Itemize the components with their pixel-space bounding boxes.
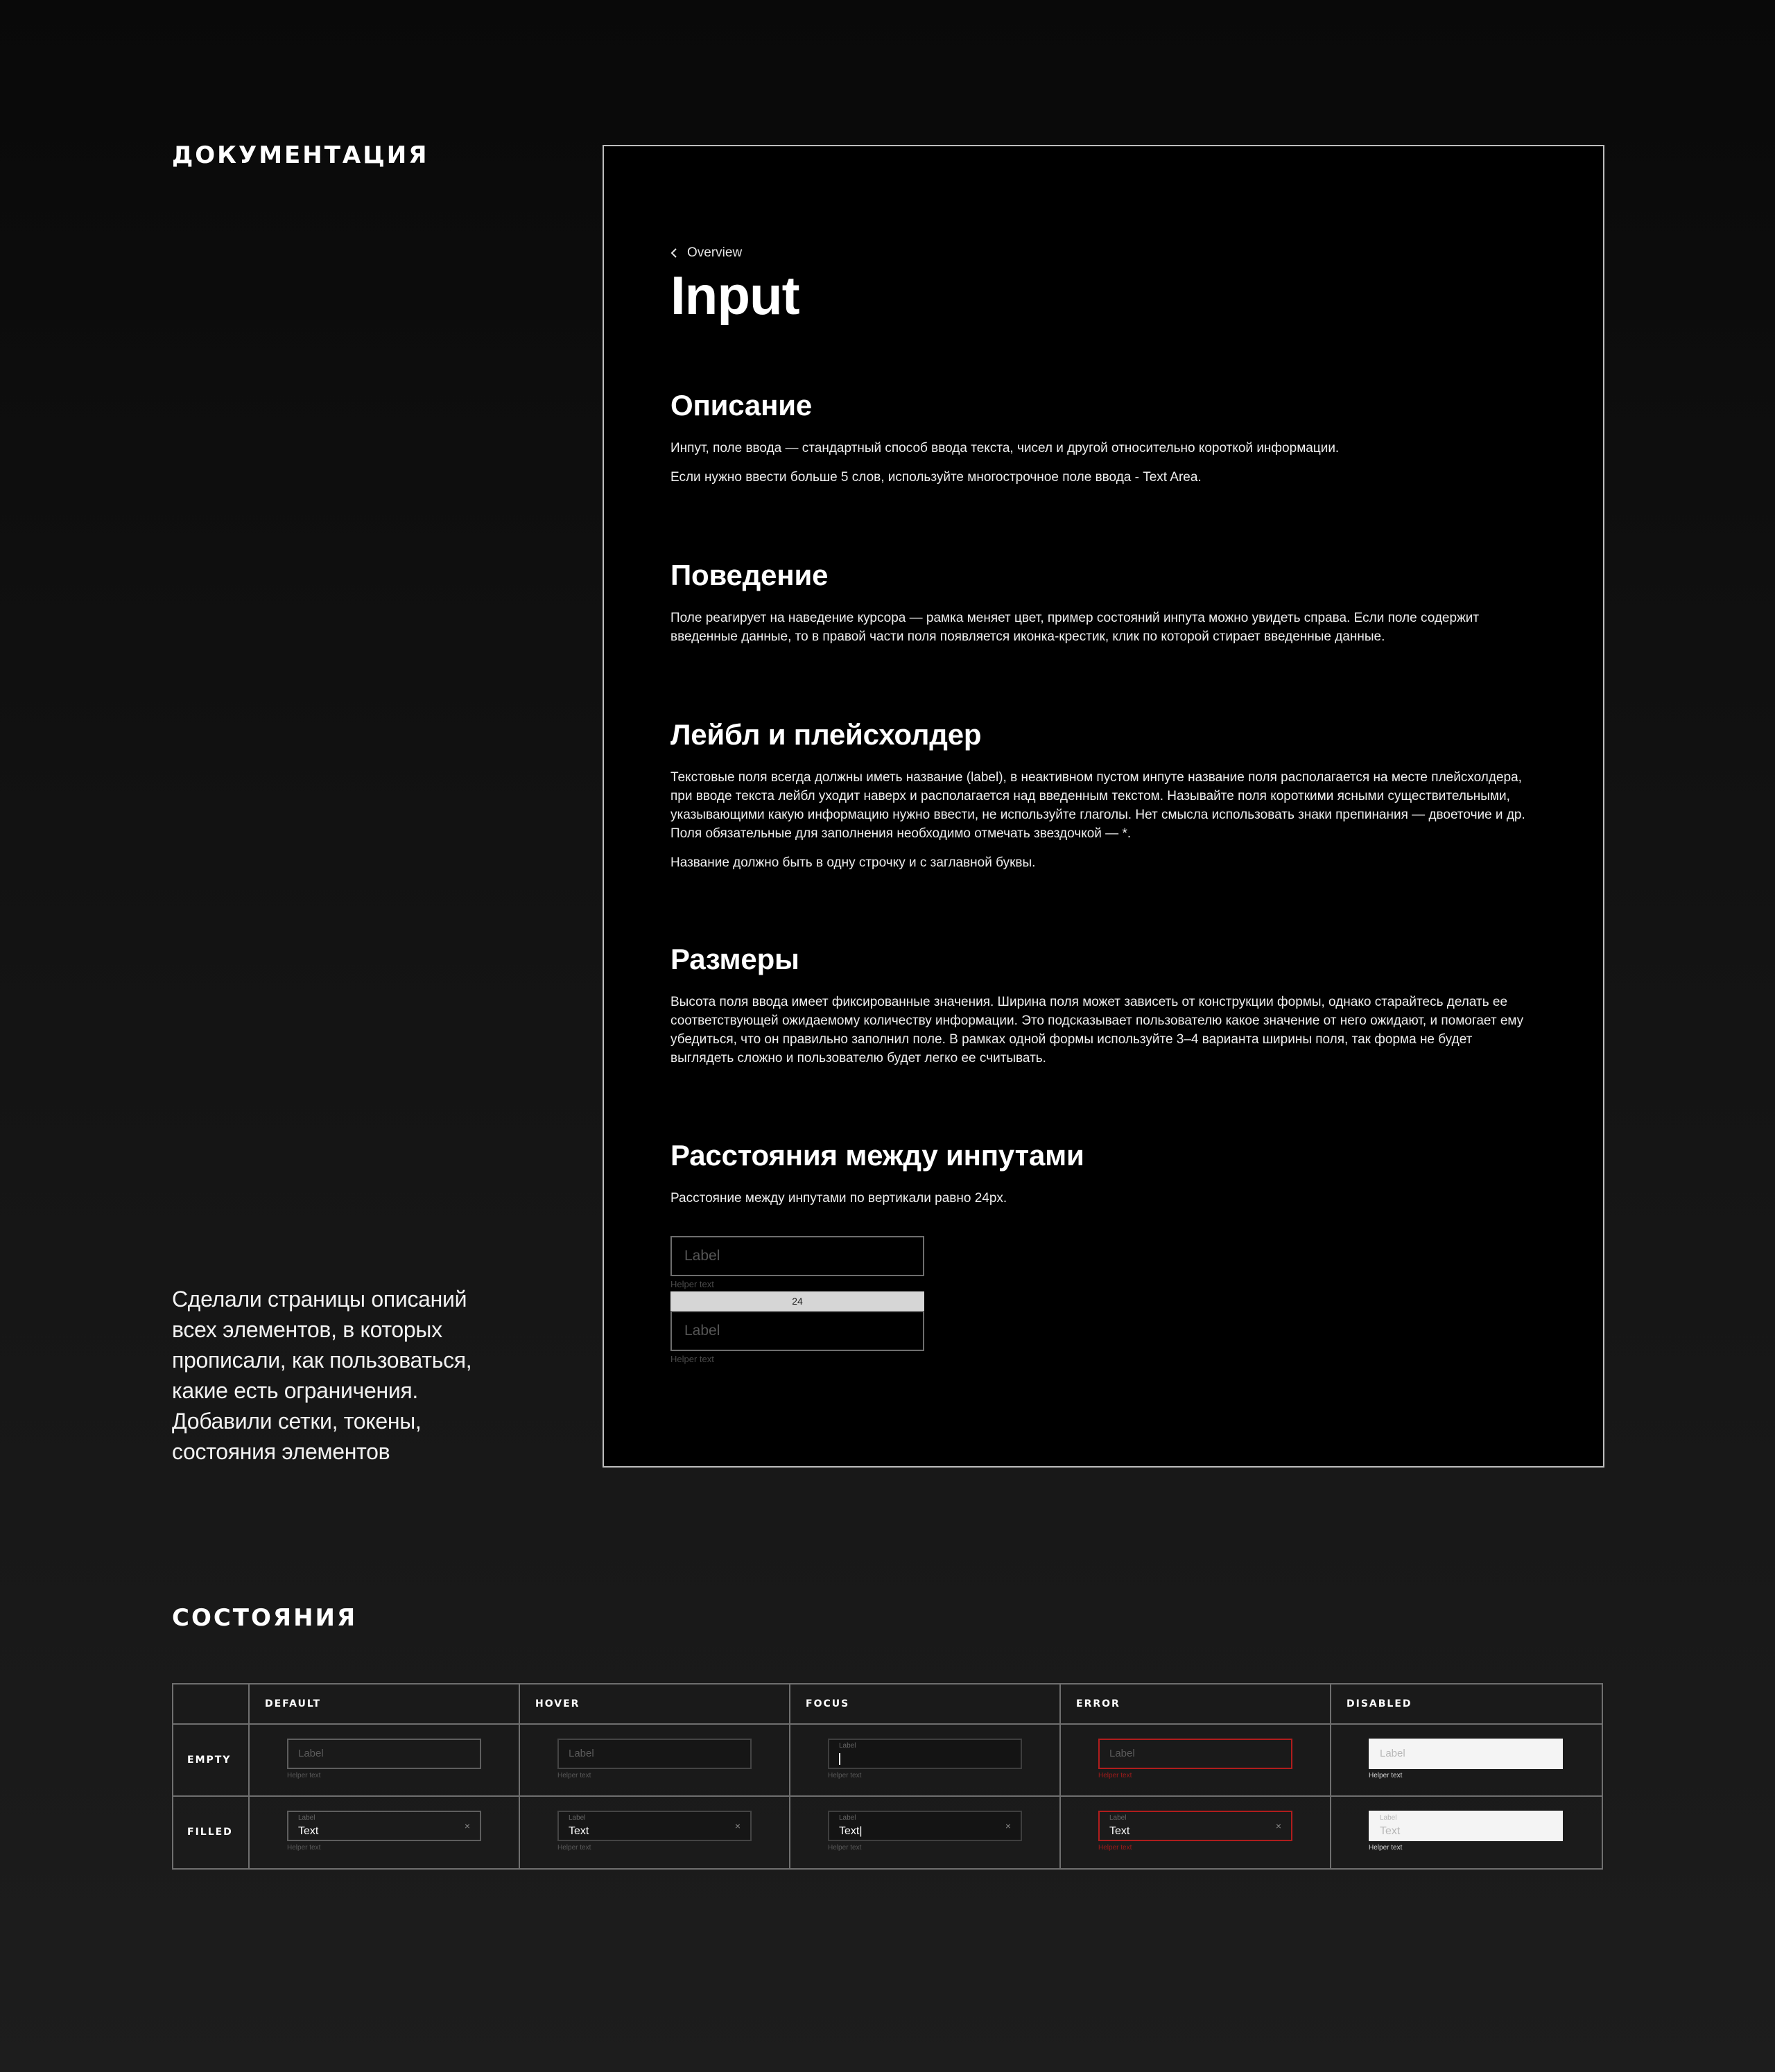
- input-label: Label: [298, 1813, 315, 1822]
- side-note-line: Добавили сетки, токены,: [172, 1409, 422, 1434]
- clear-icon[interactable]: ×: [464, 1820, 470, 1831]
- input-hover-empty[interactable]: [557, 1739, 752, 1769]
- documentation-section-title: ДОКУМЕНТАЦИЯ: [172, 141, 429, 169]
- helper-text: Helper text: [828, 1843, 862, 1852]
- demo-input-field[interactable]: [670, 1311, 924, 1351]
- section-paragraph: Поле реагирует на наведение курсора — рамка меняет цвет, пример состояний инпута можно увидеть справа. Если поле содержит введенные данные, то в правой части поля появляется иконка-крестик, клик по которой стирает введенные данные.: [670, 611, 1480, 644]
- state-cell-hover-filled: [520, 1797, 790, 1869]
- helper-text-error: Helper text: [1098, 1772, 1132, 1779]
- clear-icon[interactable]: ×: [1275, 1820, 1281, 1831]
- input-placeholder: Label: [569, 1748, 594, 1759]
- section-behavior: [670, 557, 1537, 646]
- input-focus-empty[interactable]: [828, 1739, 1022, 1769]
- section-paragraph: Название должно быть в одну строчку и с заглавной буквы.: [670, 855, 1036, 870]
- helper-text-error: Helper text: [1098, 1843, 1132, 1852]
- input-placeholder: Label: [684, 1248, 720, 1264]
- section-heading: Лейбл и плейсхолдер: [670, 718, 982, 751]
- input-disabled-empty: [1369, 1739, 1563, 1769]
- section-description: [670, 388, 1537, 487]
- states-table: [172, 1683, 1603, 1870]
- documentation-side-note: [172, 1284, 532, 1467]
- helper-text: Helper text: [1369, 1843, 1403, 1852]
- state-cell-default-filled: [250, 1797, 520, 1869]
- input-placeholder: Label: [1380, 1748, 1405, 1759]
- input-label: Label: [1109, 1813, 1127, 1822]
- table-corner-cell: [173, 1684, 250, 1725]
- side-note-line: всех элементов, в которых: [172, 1317, 442, 1342]
- section-spacing: [670, 1138, 1537, 1208]
- row-header-empty: EMPTY: [173, 1725, 250, 1797]
- breadcrumb[interactable]: [670, 243, 1537, 263]
- doc-content: [670, 243, 1537, 1364]
- spacing-demo: [670, 1236, 924, 1365]
- input-value: Text|: [839, 1825, 863, 1837]
- side-note-line: Сделали страницы описаний: [172, 1287, 467, 1312]
- helper-text: Helper text: [828, 1772, 862, 1779]
- input-label: Label: [1380, 1813, 1397, 1822]
- input-focus-filled[interactable]: [828, 1811, 1022, 1841]
- input-placeholder: Label: [1109, 1748, 1135, 1759]
- chevron-left-icon: [670, 247, 677, 259]
- input-disabled-filled: [1369, 1811, 1563, 1841]
- helper-text: Helper text: [670, 1279, 714, 1289]
- breadcrumb-link-overview[interactable]: Overview: [687, 245, 743, 260]
- text-caret: [839, 1753, 840, 1765]
- state-cell-disabled-empty: [1331, 1725, 1602, 1797]
- section-sizes: [670, 941, 1537, 1068]
- column-header-hover: HOVER: [520, 1684, 790, 1725]
- column-header-error: ERROR: [1061, 1684, 1331, 1725]
- input-error-filled[interactable]: [1098, 1811, 1292, 1841]
- section-heading: Расстояния между инпутами: [670, 1139, 1084, 1172]
- state-cell-error-empty: [1061, 1725, 1331, 1797]
- column-header-disabled: DISABLED: [1331, 1684, 1602, 1725]
- section-paragraph: Текстовые поля всегда должны иметь название (label), в неактивном пустом инпуте название поля располагается на месте плейсхолдера, при вводе текста лейбл уходит наверх и располагается над введенным текстом. Называйте поля короткими ясными существительными, указывающими какую информацию нужно ввести, не используйте глаголы. Нет смысла использовать знаки препинания — двоеточие и др. Поля обязательные для заполнения необходимо отмечать звездочкой — *.: [670, 770, 1525, 841]
- helper-text: Helper text: [1369, 1772, 1403, 1779]
- helper-text: Helper text: [287, 1772, 321, 1779]
- section-paragraph: Если нужно ввести больше 5 слов, используйте многострочное поле ввода - Text Area.: [670, 470, 1202, 485]
- helper-text: Helper text: [287, 1843, 321, 1852]
- column-header-focus: FOCUS: [790, 1684, 1061, 1725]
- input-label: Label: [569, 1813, 586, 1822]
- state-cell-disabled-filled: [1331, 1797, 1602, 1869]
- section-heading: Описание: [670, 389, 813, 421]
- states-section-title: СОСТОЯНИЯ: [172, 1604, 358, 1632]
- helper-text: Helper text: [557, 1772, 591, 1779]
- documentation-page-preview: [603, 145, 1604, 1468]
- column-header-default: DEFAULT: [250, 1684, 520, 1725]
- section-paragraph: Расстояние между инпутами по вертикали равно 24px.: [670, 1191, 1007, 1205]
- clear-icon[interactable]: ×: [734, 1820, 741, 1831]
- section-heading: Поведение: [670, 559, 829, 591]
- input-value: Text: [1380, 1825, 1401, 1837]
- state-cell-hover-empty: [520, 1725, 790, 1797]
- section-paragraph: Инпут, поле ввода — стандартный способ ввода текста, чисел и другой относительно короткой информации.: [670, 441, 1340, 455]
- state-cell-focus-empty: [790, 1725, 1061, 1797]
- section-paragraph: Высота поля ввода имеет фиксированные значения. Ширина поля может зависеть от конструкции формы, однако старайтесь делать ее соответствующей ожидаемому количеству информации. Это подсказывает пользователю какое значение от него ожидают, и помогает ему убедиться, что он правильно заполнил поле. В рамках одной формы используйте 3–4 варианта ширины поля, так форма не будет выглядеть сложно и пользователю будет легко ее считывать.: [670, 995, 1524, 1065]
- clear-icon[interactable]: ×: [1005, 1820, 1011, 1831]
- spacing-indicator: 24: [670, 1291, 924, 1311]
- row-header-filled: FILLED: [173, 1797, 250, 1869]
- input-label: Label: [839, 1813, 856, 1822]
- input-placeholder: Label: [684, 1323, 720, 1339]
- side-note-line: прописали, как пользоваться,: [172, 1348, 472, 1373]
- section-label-placeholder: [670, 717, 1537, 872]
- input-hover-filled[interactable]: [557, 1811, 752, 1841]
- input-error-empty[interactable]: [1098, 1739, 1292, 1769]
- input-value: Text: [1109, 1825, 1130, 1837]
- helper-text: Helper text: [557, 1843, 591, 1852]
- state-cell-default-empty: [250, 1725, 520, 1797]
- input-placeholder: Label: [298, 1748, 324, 1759]
- input-value: Text: [298, 1825, 319, 1837]
- input-default-empty[interactable]: [287, 1739, 481, 1769]
- page-title: Input: [670, 265, 799, 326]
- state-cell-error-filled: [1061, 1797, 1331, 1869]
- input-default-filled[interactable]: [287, 1811, 481, 1841]
- input-label: Label: [839, 1742, 856, 1750]
- section-heading: Размеры: [670, 943, 799, 975]
- demo-input-field[interactable]: [670, 1236, 924, 1276]
- state-cell-focus-filled: [790, 1797, 1061, 1869]
- side-note-line: какие есть ограничения.: [172, 1378, 419, 1403]
- helper-text: Helper text: [670, 1354, 714, 1364]
- side-note-line: состояния элементов: [172, 1439, 390, 1464]
- input-value: Text: [569, 1825, 589, 1837]
